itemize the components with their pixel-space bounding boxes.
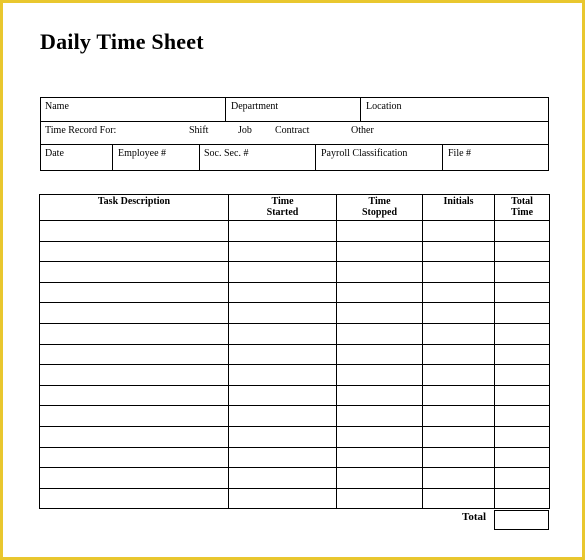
department-label: Department xyxy=(231,101,279,112)
total-time-cell[interactable] xyxy=(495,344,550,365)
task-description-cell[interactable] xyxy=(40,365,229,386)
task-description-cell[interactable] xyxy=(40,221,229,242)
total-time-cell[interactable] xyxy=(495,262,550,283)
time-stopped-cell[interactable] xyxy=(337,344,423,365)
total-time-cell[interactable] xyxy=(495,282,550,303)
time-stopped-cell[interactable] xyxy=(337,406,423,427)
table-row xyxy=(40,282,550,303)
time-stopped-cell[interactable] xyxy=(337,488,423,509)
task-description-cell[interactable] xyxy=(40,282,229,303)
table-row xyxy=(40,262,550,283)
column-header-initials: Initials xyxy=(423,195,495,221)
table-row xyxy=(40,365,550,386)
total-time-field[interactable] xyxy=(494,510,549,530)
page-title: Daily Time Sheet xyxy=(40,29,204,54)
date-field[interactable] xyxy=(41,145,112,171)
task-description-cell[interactable] xyxy=(40,406,229,427)
file-number-field[interactable] xyxy=(442,145,548,171)
column-header-task-description: Task Description xyxy=(40,195,229,221)
task-description-cell[interactable] xyxy=(40,488,229,509)
initials-cell[interactable] xyxy=(423,303,495,324)
table-row xyxy=(40,488,550,509)
time-stopped-cell[interactable] xyxy=(337,241,423,262)
task-description-cell[interactable] xyxy=(40,426,229,447)
name-field[interactable] xyxy=(41,98,225,121)
shift-option[interactable]: Shift xyxy=(189,125,209,136)
time-stopped-cell[interactable] xyxy=(337,426,423,447)
table-row xyxy=(40,426,550,447)
table-row xyxy=(40,303,550,324)
soc-sec-label: Soc. Sec. # xyxy=(204,148,249,159)
soc-sec-field[interactable] xyxy=(199,145,315,171)
task-description-cell[interactable] xyxy=(40,303,229,324)
time-started-cell[interactable] xyxy=(229,385,337,406)
total-time-cell[interactable] xyxy=(495,221,550,242)
task-description-cell[interactable] xyxy=(40,385,229,406)
time-stopped-cell[interactable] xyxy=(337,365,423,386)
initials-cell[interactable] xyxy=(423,221,495,242)
total-time-cell[interactable] xyxy=(495,385,550,406)
column-header-time-stopped: Time Stopped xyxy=(337,195,423,221)
time-stopped-cell[interactable] xyxy=(337,221,423,242)
task-description-cell[interactable] xyxy=(40,468,229,489)
time-stopped-cell[interactable] xyxy=(337,262,423,283)
total-time-cell[interactable] xyxy=(495,426,550,447)
time-stopped-cell[interactable] xyxy=(337,447,423,468)
task-description-cell[interactable] xyxy=(40,262,229,283)
contract-option[interactable]: Contract xyxy=(275,125,310,136)
date-label: Date xyxy=(45,148,64,159)
info-row-3 xyxy=(41,145,548,171)
initials-cell[interactable] xyxy=(423,282,495,303)
task-description-cell[interactable] xyxy=(40,323,229,344)
total-time-cell[interactable] xyxy=(495,468,550,489)
total-label: Total xyxy=(462,511,487,523)
initials-cell[interactable] xyxy=(423,262,495,283)
payroll-classification-label: Payroll Classification xyxy=(321,148,408,159)
total-time-cell[interactable] xyxy=(495,406,550,427)
employee-info-box xyxy=(40,97,549,171)
info-row-2 xyxy=(41,122,548,145)
table-row xyxy=(40,447,550,468)
column-header-time-started: Time Started xyxy=(229,195,337,221)
table-row xyxy=(40,385,550,406)
total-time-cell[interactable] xyxy=(495,323,550,344)
initials-cell[interactable] xyxy=(423,385,495,406)
payroll-classification-field[interactable] xyxy=(315,145,442,171)
initials-cell[interactable] xyxy=(423,468,495,489)
time-started-cell[interactable] xyxy=(229,365,337,386)
job-option[interactable]: Job xyxy=(238,125,252,136)
name-label: Name xyxy=(45,101,69,112)
time-started-cell[interactable] xyxy=(229,262,337,283)
table-row xyxy=(40,323,550,344)
initials-cell[interactable] xyxy=(423,426,495,447)
time-started-cell[interactable] xyxy=(229,488,337,509)
task-description-cell[interactable] xyxy=(40,241,229,262)
table-row xyxy=(40,468,550,489)
task-table xyxy=(39,194,550,509)
initials-cell[interactable] xyxy=(423,447,495,468)
time-stopped-cell[interactable] xyxy=(337,303,423,324)
table-row xyxy=(40,344,550,365)
time-started-cell[interactable] xyxy=(229,241,337,262)
other-option[interactable]: Other xyxy=(351,125,374,136)
table-row xyxy=(40,221,550,242)
time-started-cell[interactable] xyxy=(229,426,337,447)
time-stopped-cell[interactable] xyxy=(337,323,423,344)
department-field[interactable] xyxy=(225,98,360,121)
employee-number-label: Employee # xyxy=(118,148,167,159)
file-number-label: File # xyxy=(448,148,472,159)
location-label: Location xyxy=(366,101,402,112)
task-table-body xyxy=(40,221,550,509)
task-table-header xyxy=(40,195,550,221)
total-time-cell[interactable] xyxy=(495,447,550,468)
time-started-cell[interactable] xyxy=(229,221,337,242)
time-stopped-cell[interactable] xyxy=(337,385,423,406)
employee-number-field[interactable] xyxy=(112,145,199,171)
time-started-cell[interactable] xyxy=(229,447,337,468)
time-started-cell[interactable] xyxy=(229,406,337,427)
table-row xyxy=(40,241,550,262)
total-time-cell[interactable] xyxy=(495,241,550,262)
time-stopped-cell[interactable] xyxy=(337,282,423,303)
time-started-cell[interactable] xyxy=(229,468,337,489)
task-description-cell[interactable] xyxy=(40,344,229,365)
initials-cell[interactable] xyxy=(423,365,495,386)
location-field[interactable] xyxy=(360,98,548,121)
total-time-cell[interactable] xyxy=(495,365,550,386)
time-started-cell[interactable] xyxy=(229,323,337,344)
time-started-cell[interactable] xyxy=(229,344,337,365)
time-record-for-label: Time Record For: xyxy=(45,125,117,136)
initials-cell[interactable] xyxy=(423,488,495,509)
initials-cell[interactable] xyxy=(423,406,495,427)
time-started-cell[interactable] xyxy=(229,282,337,303)
time-started-cell[interactable] xyxy=(229,303,337,324)
initials-cell[interactable] xyxy=(423,323,495,344)
column-header-total-time: Total Time xyxy=(495,195,550,221)
time-stopped-cell[interactable] xyxy=(337,468,423,489)
table-row xyxy=(40,406,550,427)
total-time-cell[interactable] xyxy=(495,488,550,509)
task-description-cell[interactable] xyxy=(40,447,229,468)
initials-cell[interactable] xyxy=(423,344,495,365)
total-time-cell[interactable] xyxy=(495,303,550,324)
initials-cell[interactable] xyxy=(423,241,495,262)
info-row-1 xyxy=(41,98,548,122)
